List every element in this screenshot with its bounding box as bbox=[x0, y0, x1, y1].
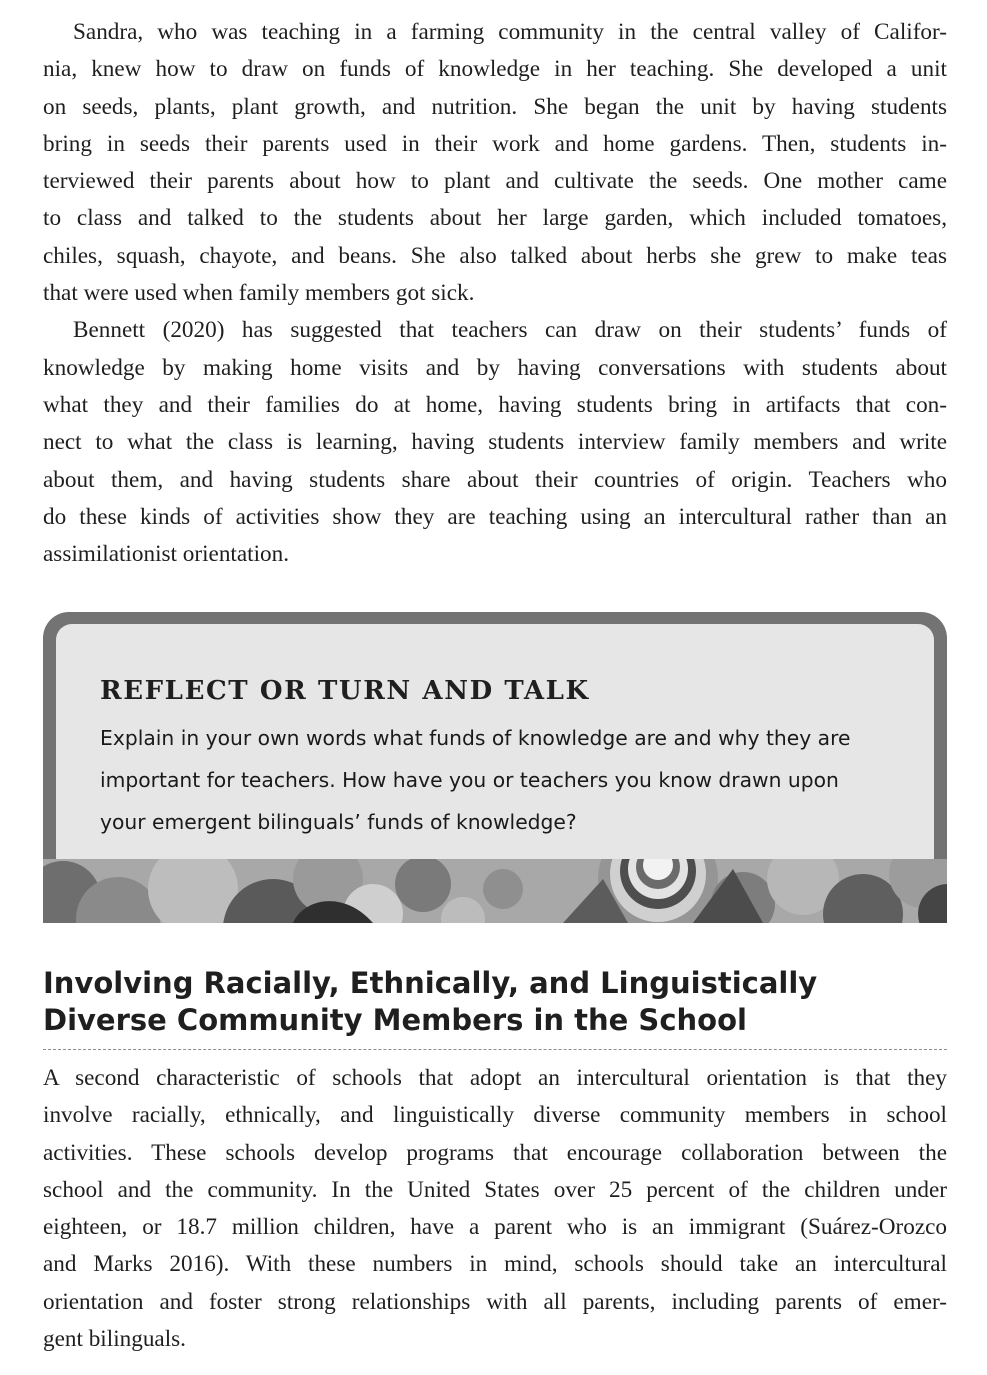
text-line: assimilationist orientation. bbox=[43, 541, 290, 568]
text-line: knowledge by making home visits and by having conversations with students about bbox=[43, 354, 947, 381]
callout-line: Explain in your own words what funds of knowledge are and why they are bbox=[100, 726, 851, 750]
text-line: do these kinds of activities show they are teaching using an intercultural rather than an bbox=[43, 503, 947, 530]
text-line: to class and talked to the students about her large garden, which included tomatoes, bbox=[43, 205, 947, 232]
text-line: Bennett (2020) has suggested that teachers can draw on their students’ funds of bbox=[73, 317, 947, 344]
callout-heading: REFLECT OR TURN AND TALK bbox=[100, 676, 590, 706]
callout-line: important for teachers. How have you or teachers you know drawn upon bbox=[100, 768, 839, 792]
heading-line: Involving Racially, Ethnically, and Linguistically bbox=[43, 966, 818, 1000]
text-line: activities. These schools develop programs that encourage collaboration between the bbox=[43, 1139, 947, 1166]
callout-text bbox=[100, 717, 900, 843]
section-heading bbox=[43, 965, 947, 1039]
text-line: A second characteristic of schools that adopt an intercultural orientation is that they bbox=[43, 1065, 947, 1091]
text-line: involve racially, ethnically, and linguistically diverse community members in school bbox=[43, 1102, 947, 1129]
section-divider bbox=[43, 1049, 947, 1050]
text-line: bring in seeds their parents used in their work and home gardens. Then, students in- bbox=[43, 130, 947, 157]
reflect-callout bbox=[43, 612, 947, 923]
text-line: school and the community. In the United States over 25 percent of the children under bbox=[43, 1176, 947, 1203]
text-line: Sandra, who was teaching in a farming community in the central valley of Califor- bbox=[73, 19, 947, 45]
text-line: nect to what the class is learning, having students interview family members and write bbox=[43, 429, 947, 456]
paragraph-bennett bbox=[43, 312, 947, 573]
text-line: about them, and having students share about their countries of origin. Teachers who bbox=[43, 466, 947, 493]
callout-line: your emergent bilinguals’ funds of knowledge? bbox=[100, 810, 577, 834]
text-line: terviewed their parents about how to plant and cultivate the seeds. One mother came bbox=[43, 168, 947, 195]
callout-panel bbox=[56, 624, 934, 884]
paragraph-community bbox=[43, 1060, 947, 1358]
paragraph-sandra bbox=[43, 14, 947, 312]
text-line: what they and their families do at home, having students bring in artifacts that con- bbox=[43, 391, 947, 418]
text-line: nia, knew how to draw on funds of knowledge in her teaching. She developed a unit bbox=[43, 56, 947, 83]
text-line: that were used when family members got sick. bbox=[43, 280, 475, 307]
mandala-pattern-icon bbox=[43, 859, 947, 923]
text-line: on seeds, plants, plant growth, and nutrition. She began the unit by having students bbox=[43, 93, 947, 120]
text-line: and Marks 2016). With these numbers in mind, schools should take an intercultural bbox=[43, 1251, 947, 1278]
text-line: gent bilinguals. bbox=[43, 1326, 186, 1353]
text-line: orientation and foster strong relationships with all parents, including parents of emer- bbox=[43, 1288, 947, 1315]
text-line: eighteen, or 18.7 million children, have a parent who is an immigrant (Suárez-Orozco bbox=[43, 1214, 947, 1241]
section-text bbox=[43, 1060, 947, 1358]
heading-line: Diverse Community Members in the School bbox=[43, 1003, 747, 1037]
intro-text bbox=[43, 14, 947, 573]
text-line: chiles, squash, chayote, and beans. She also talked about herbs she grew to make teas bbox=[43, 242, 947, 269]
